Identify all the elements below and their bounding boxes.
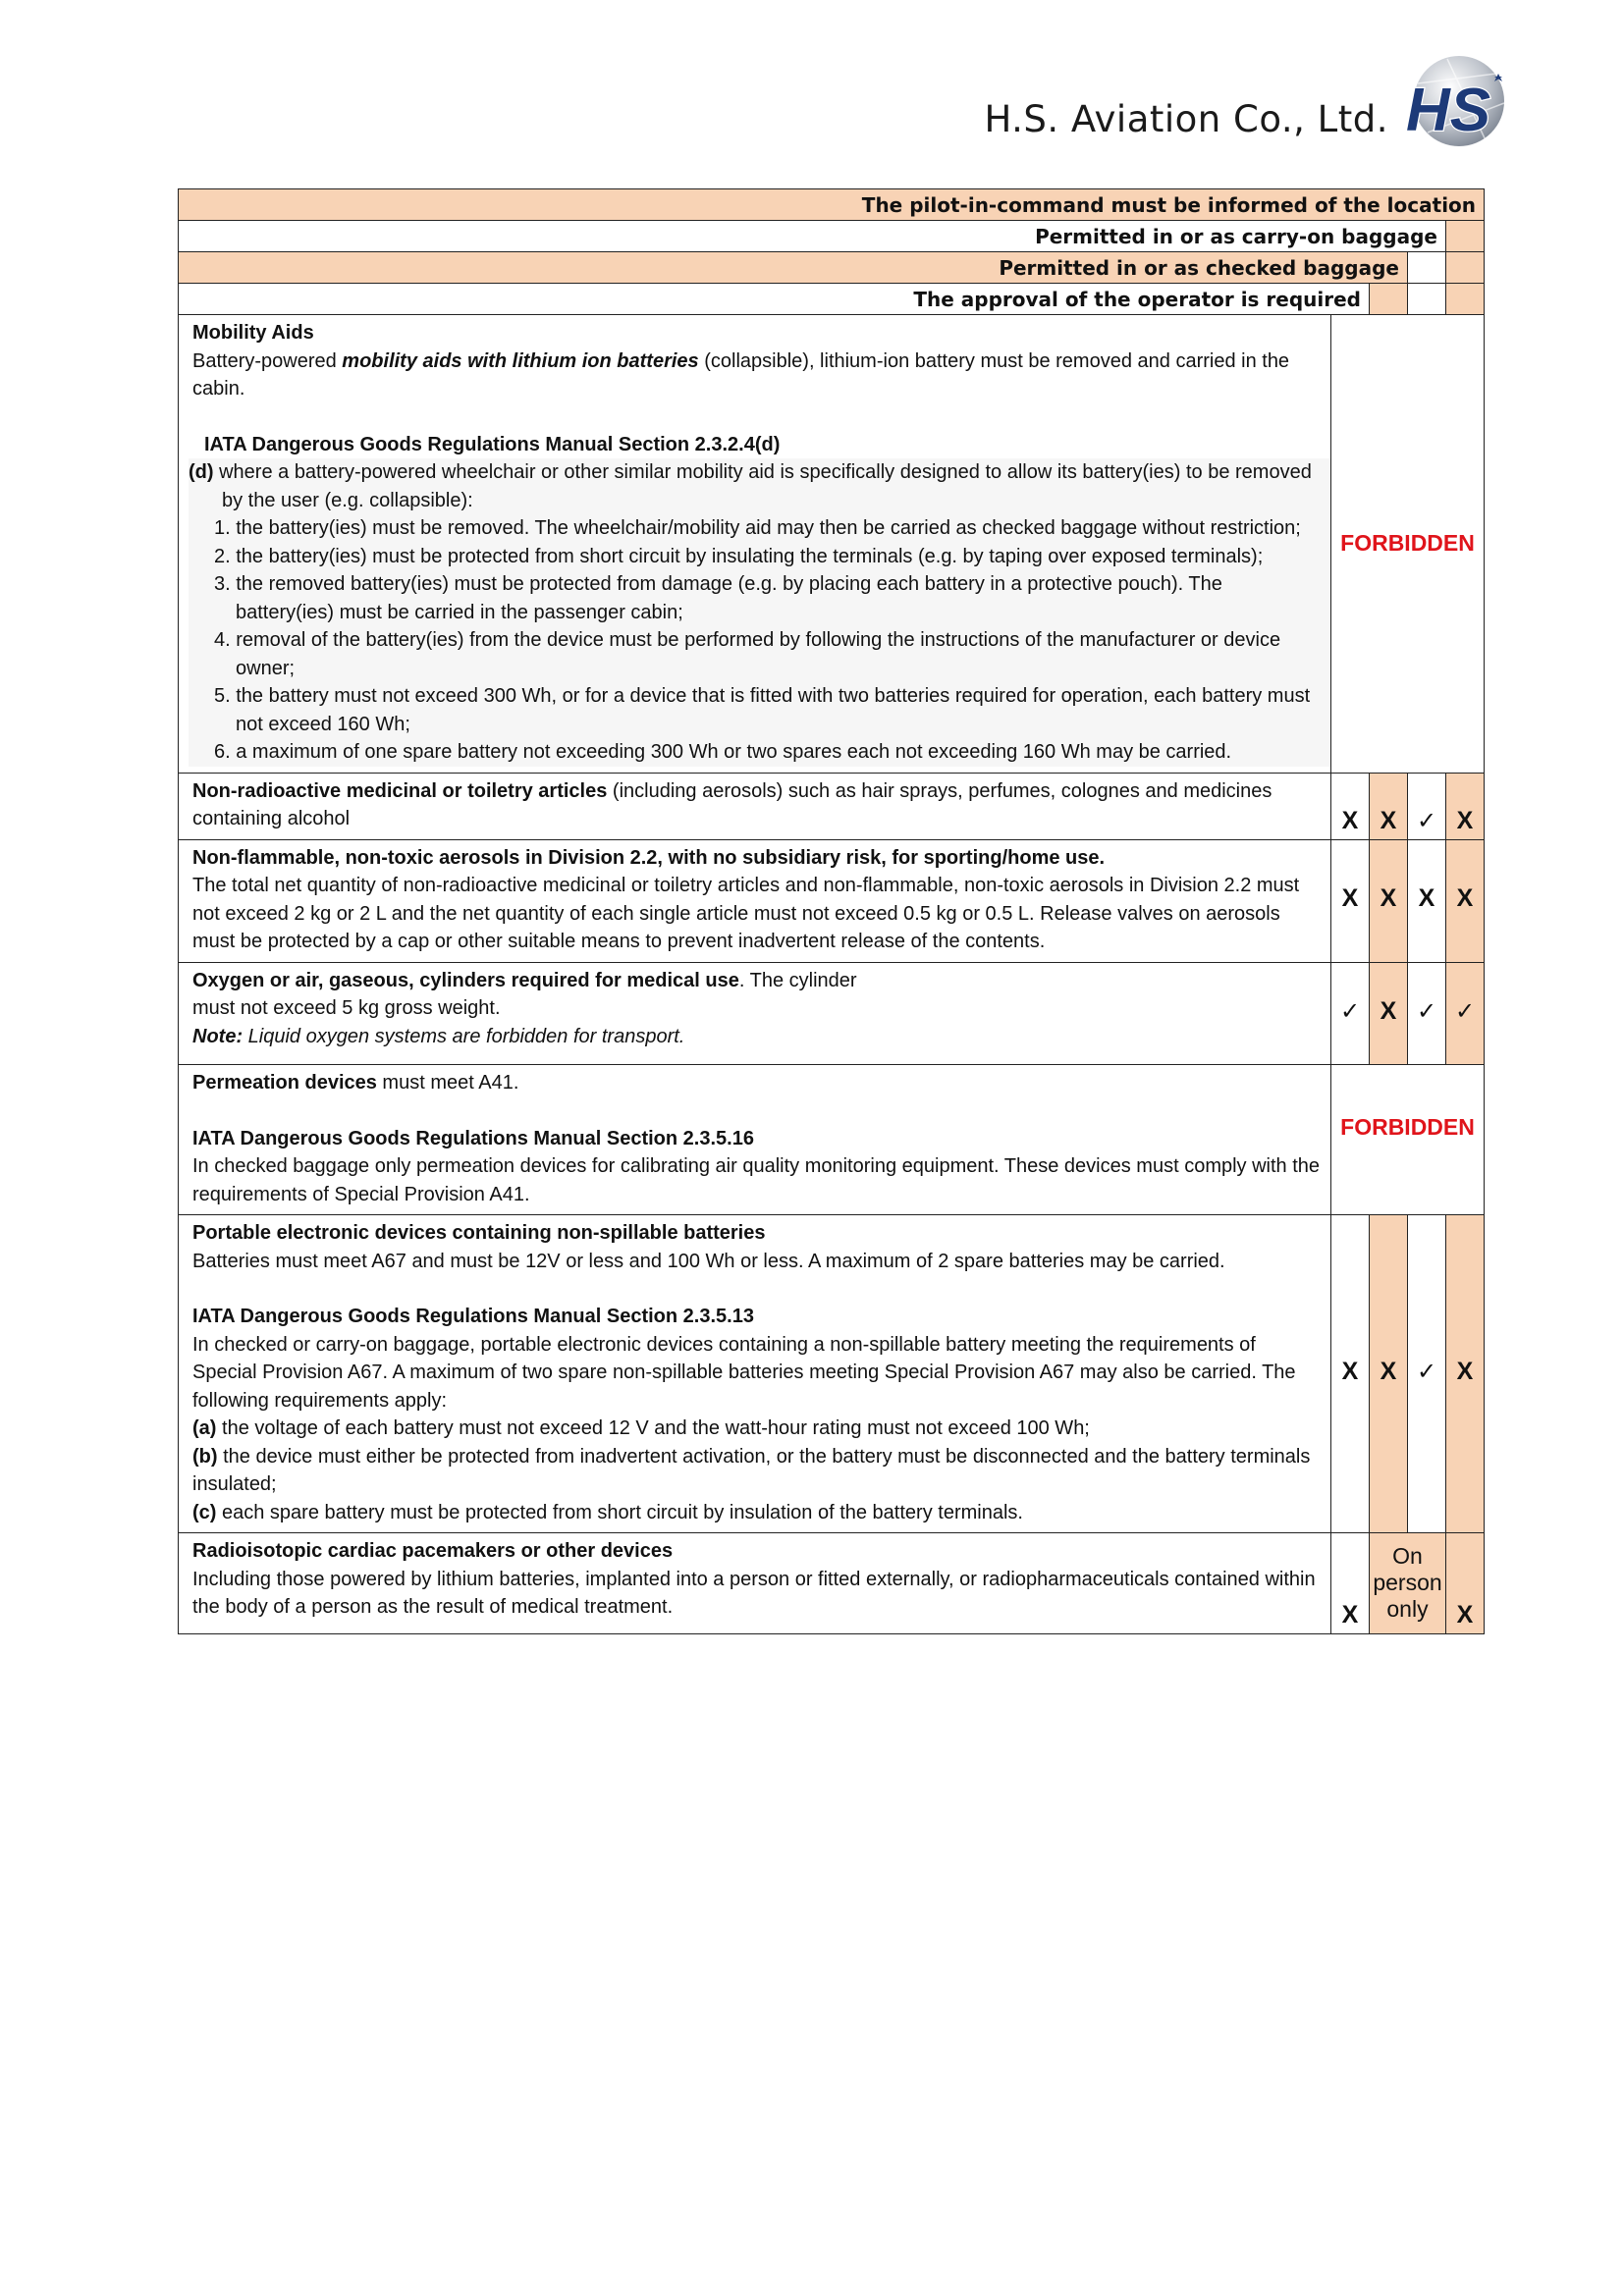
dangerous-goods-table (178, 188, 1485, 1634)
item-text: must meet A41. (376, 1072, 519, 1094)
header-spacer (1446, 221, 1485, 252)
item-title: Radioisotopic cardiac pacemakers or other devices (192, 1540, 674, 1562)
row-portable-electronic-devices (179, 1215, 1485, 1533)
aerosols-description (179, 839, 1331, 962)
item-title: Permeation devices (192, 1072, 377, 1094)
mark-pic-informed (1446, 962, 1485, 1065)
oxygen-description (179, 962, 1331, 1065)
page-header (0, 0, 1624, 177)
row-mobility-aids (179, 315, 1485, 774)
regulation-section: IATA Dangerous Goods Regulations Manual Section 2.3.5.13 (192, 1306, 754, 1327)
row-oxygen (179, 962, 1485, 1065)
checkmark-icon: ✓ (1416, 806, 1437, 834)
header-row-carry-on (179, 221, 1485, 252)
item-title: Oxygen or air, gaseous, cylinders required for medical use (192, 969, 739, 991)
status-forbidden: FORBIDDEN (1331, 1065, 1485, 1215)
clause-text: each spare battery must be protected from short circuit by insulation of the battery terminals. (216, 1501, 1023, 1523)
mark-checked: X (1370, 962, 1408, 1065)
mark-checked: X (1370, 1215, 1408, 1533)
mark-carry-on: X (1408, 839, 1446, 962)
mark-checked: X (1370, 839, 1408, 962)
mark-pic-informed: X (1446, 1533, 1485, 1634)
mark-operator-approval (1331, 962, 1370, 1065)
regulation-text: In checked or carry-on baggage, portable electronic devices containing a non-spillable battery meeting the requirements of Special Provision A67. A maximum of two spare non-spillable batteries meeting Special Provision A67 may also be carried. The following requirements apply: (192, 1333, 1296, 1412)
checkmark-icon: ✓ (1454, 996, 1476, 1025)
mark-carry-on (1408, 962, 1446, 1065)
header-row-pic (179, 189, 1485, 221)
list-item: 1. the battery(ies) must be removed. The wheelchair/mobility aid may then be carried as checked baggage without restriction; (214, 517, 1301, 539)
header-checked: Permitted in or as checked baggage (179, 252, 1408, 284)
item-heading (192, 967, 1321, 995)
medicinal-description (179, 773, 1331, 839)
header-row-checked (179, 252, 1485, 284)
header-spacer (1370, 284, 1408, 315)
permeation-description (179, 1065, 1331, 1215)
pacemaker-description (179, 1533, 1331, 1634)
mark-pic-informed: X (1446, 773, 1485, 839)
header-spacer (1446, 252, 1485, 284)
on-person-only-label: On person only (1370, 1533, 1446, 1634)
header-carry-on: Permitted in or as carry-on baggage (179, 221, 1446, 252)
list-item: 4. removal of the battery(ies) from the device must be performed by following the instructions of the manufacturer or device owner; (214, 629, 1281, 679)
clause-label: (a) (192, 1417, 217, 1439)
clause-label: (d) (189, 461, 214, 483)
item-title: Non-radioactive medicinal or toiletry articles (192, 779, 608, 802)
text: (collapsible), lithium-ion battery must be removed and carried in the cabin. (192, 349, 1290, 400)
mark-operator-approval: X (1331, 839, 1370, 962)
clause-a (192, 1415, 1321, 1443)
row-medicinal-articles (179, 773, 1485, 839)
mark-carry-on (1408, 1215, 1446, 1533)
svg-text:HS: HS (1406, 77, 1491, 144)
mark-pic-informed: X (1446, 1215, 1485, 1533)
regulation-section: IATA Dangerous Goods Regulations Manual Section 2.3.2.4(d) (204, 433, 781, 455)
item-text: must not exceed 5 kg gross weight. (192, 997, 501, 1019)
mobility-aids-description (179, 315, 1331, 774)
note-text: Liquid oxygen systems are forbidden for transport. (243, 1025, 685, 1047)
mark-checked: X (1370, 773, 1408, 839)
row-pacemakers (179, 1533, 1485, 1634)
list-item: 5. the battery must not exceed 300 Wh, or for a device that is fitted with two batteries required for operation, each battery must not exceed 160 Wh; (214, 685, 1311, 735)
mark-pic-informed: X (1446, 839, 1485, 962)
clause-d (189, 458, 1321, 514)
company-name: H.S. Aviation Co., Ltd. (984, 98, 1388, 140)
item-text: Batteries must meet A67 and must be 12V or less and 100 Wh or less. A maximum of 2 spare batteries may be carried. (192, 1250, 1225, 1272)
clause-label: (b) (192, 1445, 218, 1468)
checkmark-icon: ✓ (1416, 1358, 1437, 1385)
item-title: Portable electronic devices containing non-spillable batteries (192, 1222, 766, 1244)
checkmark-icon: ✓ (1339, 996, 1361, 1025)
header-operator-approval: The approval of the operator is required (179, 284, 1370, 315)
item-heading (192, 1069, 1321, 1097)
row-aerosols (179, 839, 1485, 962)
header-row-operator (179, 284, 1485, 315)
clause-text: where a battery-powered wheelchair or other similar mobility aid is specifically designed to allow its battery(ies) to be removed by the user (e.g. collapsible): (213, 461, 1312, 511)
row-permeation-devices (179, 1065, 1485, 1215)
regulation-text: In checked baggage only permeation devices for calibrating air quality monitoring equipment. These devices must comply with the requirements of Special Provision A41. (192, 1155, 1321, 1205)
item-text: The total net quantity of non-radioactive medicinal or toiletry articles and non-flammable, non-toxic aerosols in Division 2.2 must not exceed 2 kg or 2 L and the net quantity of each single article must not exceed 0.5 kg or 0.5 L. Release valves on aerosols must be protected by a cap or other suitable means to prevent inadvertent release of the contents. (192, 875, 1300, 952)
clause-label: (c) (192, 1501, 217, 1523)
clause-text: the voltage of each battery must not exceed 12 V and the watt-hour rating must not exceed 100 Wh; (216, 1417, 1090, 1439)
hs-logo-icon (1388, 44, 1516, 167)
item-note (192, 1023, 1321, 1051)
mark-carry-on (1408, 773, 1446, 839)
item-text: Including those powered by lithium batteries, implanted into a person or fitted externally, or radiopharmaceuticals contained within the body of a person as the result of medical treatment. (192, 1568, 1316, 1618)
mark-operator-approval: X (1331, 773, 1370, 839)
text: Battery-powered (192, 349, 343, 372)
clause-c (192, 1499, 1321, 1527)
item-title: Non-flammable, non-toxic aerosols in Division 2.2, with no subsidiary risk, for sporting/home use. (192, 846, 1106, 869)
mark-operator-approval: X (1331, 1215, 1370, 1533)
list-item: 3. the removed battery(ies) must be protected from damage (e.g. by placing each battery in a protective pouch). The battery(ies) must be carried in the passenger cabin; (214, 573, 1222, 623)
regulation-excerpt (189, 458, 1330, 767)
text-emphasis: mobility aids with lithium ion batteries (342, 349, 699, 372)
item-intro (192, 347, 1321, 403)
clause-b (192, 1443, 1321, 1499)
header-spacer (1408, 284, 1446, 315)
item-title: Mobility Aids (192, 322, 314, 344)
status-forbidden: FORBIDDEN (1331, 315, 1485, 774)
list-item: 2. the battery(ies) must be protected from short circuit by insulating the terminals (e.g. by taping over exposed terminals); (214, 545, 1264, 567)
header-spacer (1408, 252, 1446, 284)
clause-text: the device must either be protected from inadvertent activation, or the battery must be disconnected and the battery terminals insulated; (192, 1445, 1311, 1495)
list-item: 6. a maximum of one spare battery not exceeding 300 Wh or two spares each not exceeding 160 Wh may be carried. (214, 741, 1232, 763)
header-spacer (1446, 284, 1485, 315)
mark-operator-approval: X (1331, 1533, 1370, 1634)
requirements-list (189, 514, 1321, 767)
header-pic-informed: The pilot-in-command must be informed of the location (179, 189, 1485, 221)
note-label: Note: (192, 1025, 244, 1047)
checkmark-icon: ✓ (1416, 996, 1437, 1025)
item-text: . The cylinder (738, 969, 857, 991)
regulation-section: IATA Dangerous Goods Regulations Manual Section 2.3.5.16 (192, 1127, 754, 1149)
item-text: (including aerosols) such as hair sprays, perfumes, colognes and medicines containing alcohol (192, 779, 1272, 829)
ped-description (179, 1215, 1331, 1533)
